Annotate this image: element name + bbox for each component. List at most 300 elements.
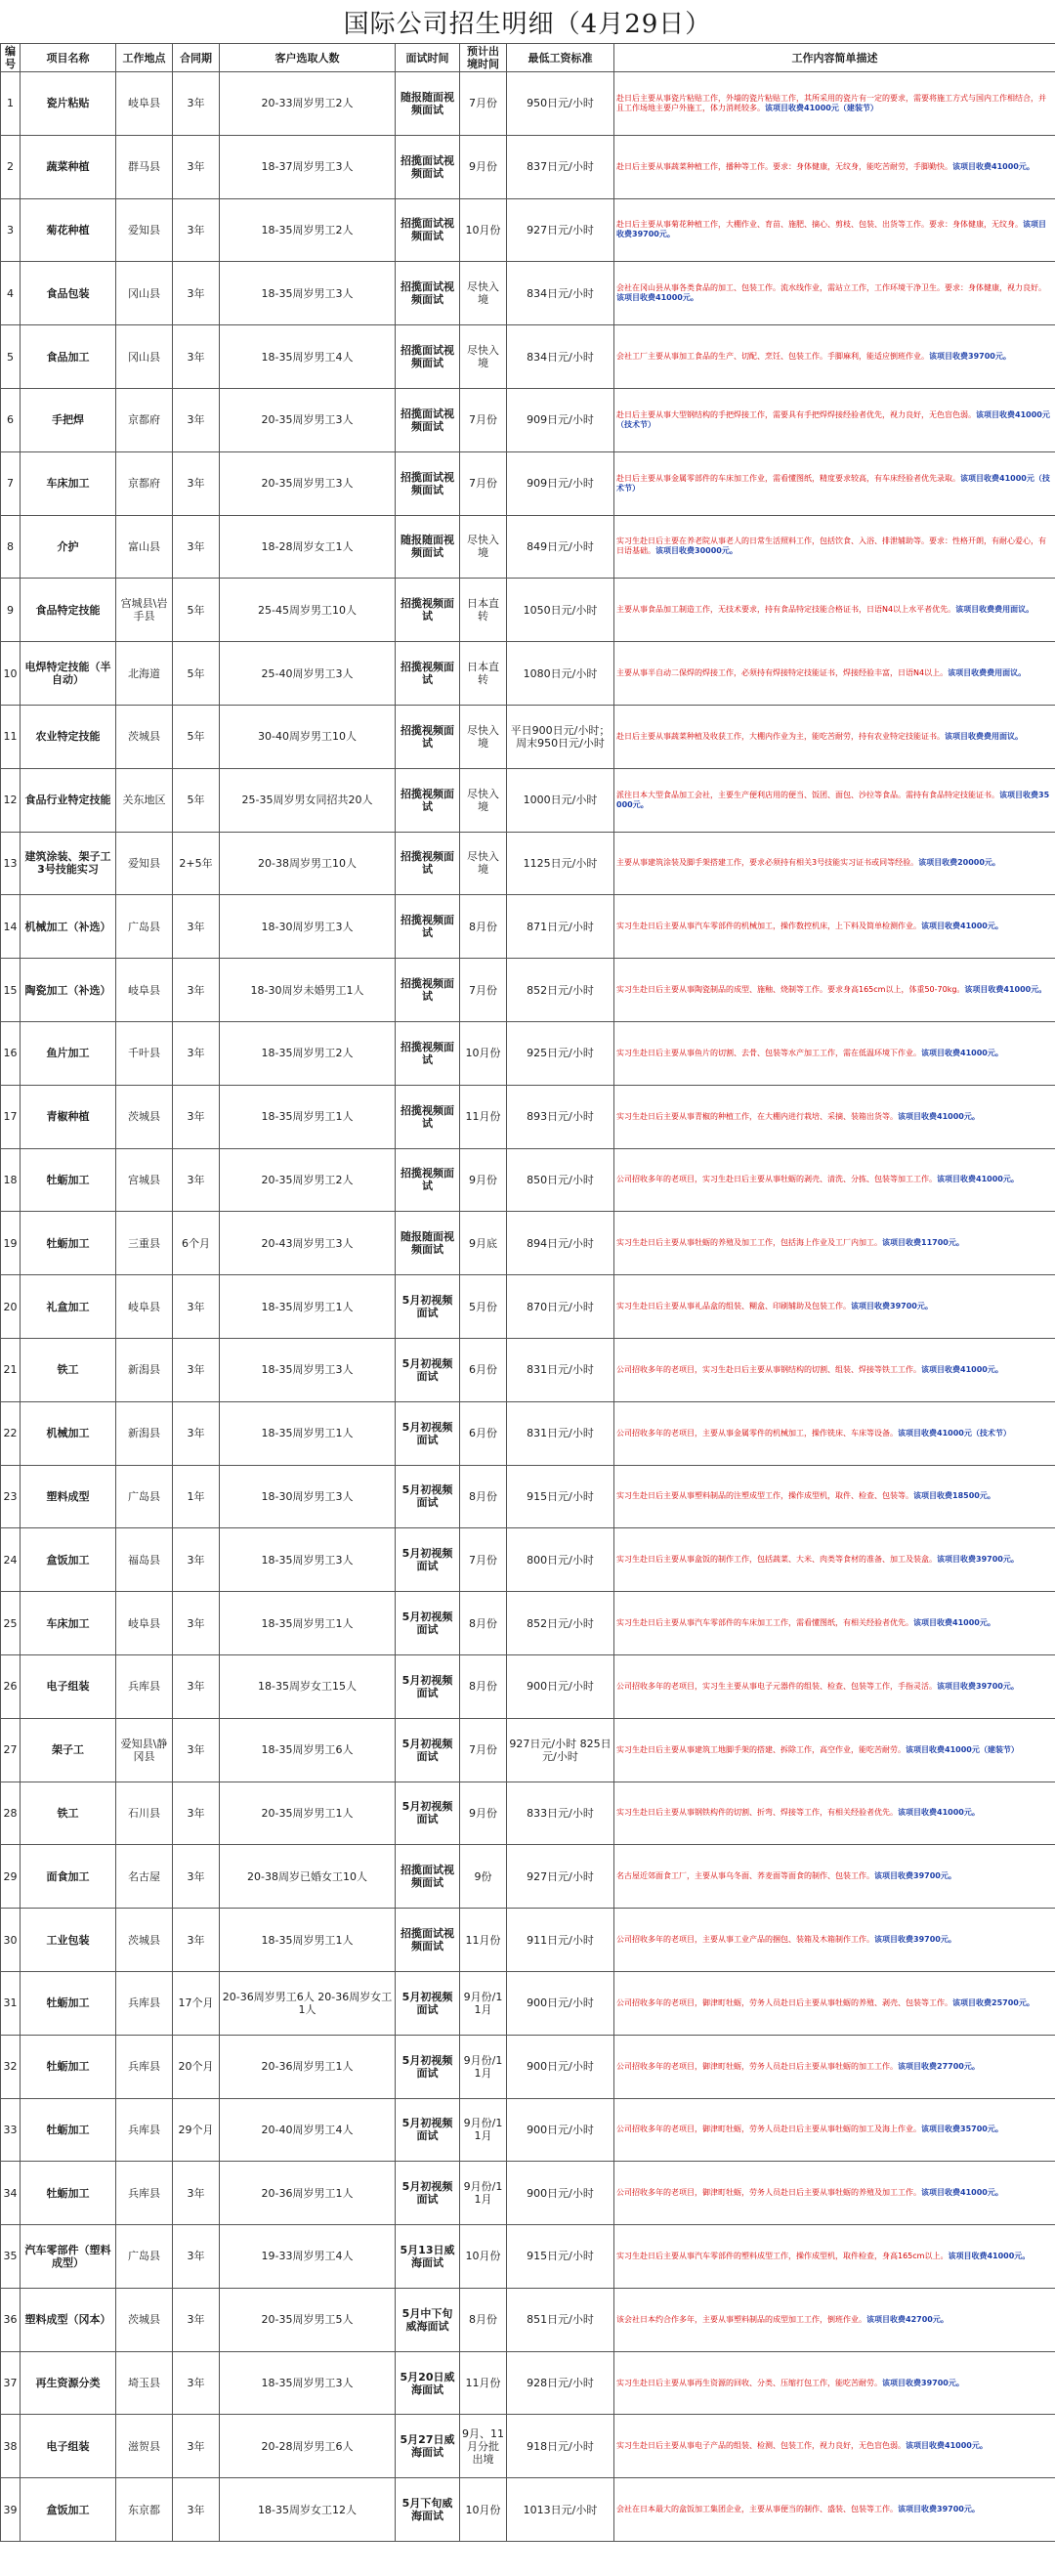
cell-term: 3年	[173, 325, 220, 389]
cell-no: 21	[1, 1338, 21, 1401]
cell-people: 30-40周岁男工10人	[220, 705, 396, 768]
cell-people: 25-35周岁男女同招共20人	[220, 768, 396, 832]
cell-location: 名古屋	[116, 1845, 173, 1909]
cell-no: 22	[1, 1401, 21, 1465]
cell-wage: 900日元/小时	[507, 2098, 614, 2162]
cell-departure: 8月份	[460, 2288, 507, 2351]
cell-no: 13	[1, 832, 21, 895]
cell-people: 19-33周岁男工4人	[220, 2225, 396, 2289]
table-row	[1, 2098, 1055, 2162]
cell-term: 3年	[173, 1782, 220, 1845]
table-row	[1, 2478, 1055, 2542]
fee-text: 该项目收费25700元。	[952, 1997, 1034, 2007]
cell-term: 3年	[173, 1401, 220, 1465]
cell-term: 3年	[173, 198, 220, 262]
cell-project-name: 鱼片加工	[21, 1021, 116, 1085]
table-row	[1, 1021, 1055, 1085]
table-row	[1, 705, 1055, 768]
cell-people: 18-35周岁男工3人	[220, 1338, 396, 1401]
cell-departure: 6月份	[460, 1338, 507, 1401]
cell-departure: 6月份	[460, 1401, 507, 1465]
cell-wage: 800日元/小时	[507, 1528, 614, 1592]
cell-people: 18-35周岁男工3人	[220, 262, 396, 325]
cell-no: 18	[1, 1148, 21, 1212]
table-row	[1, 2225, 1055, 2289]
cell-interview: 5月初视频面试	[396, 1275, 460, 1339]
cell-project-name: 再生资源分类	[21, 2351, 116, 2415]
cell-departure: 9月份	[460, 135, 507, 198]
fee-text: 该项目收费42700元。	[866, 2314, 949, 2324]
header-people: 客户选取人数	[220, 44, 396, 72]
cell-description	[614, 135, 1055, 198]
description-text: 会社在冈山县从事各类食品的加工、包装工作。流水线作业，需站立工作，工作环境干净卫生。要求：身体健康，视力良好。	[616, 283, 1046, 293]
cell-wage: 900日元/小时	[507, 2162, 614, 2225]
description-text: 主要从事建筑涂装及脚手架搭建工作，要求必须持有相关3号技能实习证书或同等经验。	[616, 858, 919, 868]
cell-people: 18-35周岁男工2人	[220, 198, 396, 262]
description-text: 实习生赴日后主要从事牡蛎的养殖及加工工作，包括海上作业及工厂内加工。	[616, 1238, 882, 1248]
cell-term: 3年	[173, 135, 220, 198]
cell-people: 20-28周岁男工6人	[220, 2415, 396, 2478]
cell-interview: 5月初视频面试	[396, 1401, 460, 1465]
cell-location: 爱知县	[116, 832, 173, 895]
cell-project-name: 介护	[21, 515, 116, 579]
cell-location: 千叶县	[116, 1021, 173, 1085]
cell-interview: 5月初视频面试	[396, 1782, 460, 1845]
description-text: 公司招收多年的老项目，主要从事工业产品的捆包、装箱及木箱制作工作。	[616, 1935, 874, 1944]
cell-term: 29个月	[173, 2098, 220, 2162]
table-row	[1, 325, 1055, 389]
description-text: 实习生赴日后主要从事钢铁构件的切割、折弯、焊接等工作，有相关经验者优先。	[616, 1808, 898, 1818]
cell-people: 18-35周岁男工1人	[220, 1909, 396, 1972]
cell-interview: 招揽面试视频面试	[396, 451, 460, 515]
cell-project-name: 工业包装	[21, 1909, 116, 1972]
table-row	[1, 1212, 1055, 1275]
cell-wage: 950日元/小时	[507, 72, 614, 136]
cell-location: 福岛县	[116, 1528, 173, 1592]
cell-interview: 招揽面试视频面试	[396, 262, 460, 325]
cell-departure: 尽快入境	[460, 325, 507, 389]
cell-description	[614, 705, 1055, 768]
cell-location: 群马县	[116, 135, 173, 198]
fee-text: 该项目收费35700元。	[921, 2125, 1003, 2134]
cell-no: 1	[1, 72, 21, 136]
cell-description	[614, 2351, 1055, 2415]
cell-term: 3年	[173, 1148, 220, 1212]
cell-description	[614, 1085, 1055, 1148]
cell-departure: 5月份	[460, 1275, 507, 1339]
cell-term: 5年	[173, 705, 220, 768]
cell-description	[614, 1718, 1055, 1782]
cell-description	[614, 1465, 1055, 1528]
cell-people: 18-35周岁男工3人	[220, 2351, 396, 2415]
cell-departure: 7月份	[460, 388, 507, 451]
fee-text: 该项目收费41000元（建装节）	[906, 1744, 1019, 1754]
table-row	[1, 2415, 1055, 2478]
cell-description	[614, 515, 1055, 579]
cell-interview: 招揽视频面试	[396, 959, 460, 1022]
cell-project-name: 电子组装	[21, 1654, 116, 1718]
description-text: 实习生赴日后主要在养老院从事老人的日常生活照料工作，包括饮食、入浴、排泄辅助等。要求：性格开朗，有耐心爱心，有日语基础。	[616, 537, 1046, 556]
cell-term: 2+5年	[173, 832, 220, 895]
cell-project-name: 车床加工	[21, 1592, 116, 1655]
fee-text: 该项目收费41000元。	[921, 922, 1003, 931]
cell-people: 18-35周岁男工4人	[220, 325, 396, 389]
table-row	[1, 1654, 1055, 1718]
cell-departure: 8月份	[460, 895, 507, 959]
cell-departure: 7月份	[460, 451, 507, 515]
cell-wage: 900日元/小时	[507, 1654, 614, 1718]
cell-description	[614, 2415, 1055, 2478]
cell-interview: 招揽视频面试	[396, 895, 460, 959]
cell-people: 18-35周岁男工2人	[220, 1021, 396, 1085]
cell-wage: 915日元/小时	[507, 2225, 614, 2289]
cell-no: 19	[1, 1212, 21, 1275]
table-row	[1, 1845, 1055, 1909]
cell-interview: 5月初视频面试	[396, 1971, 460, 2035]
table-row	[1, 1275, 1055, 1339]
cell-location: 兵库县	[116, 2035, 173, 2098]
cell-term: 3年	[173, 1718, 220, 1782]
cell-people: 18-35周岁男工1人	[220, 1275, 396, 1339]
cell-departure: 尽快入境	[460, 705, 507, 768]
cell-term: 1年	[173, 1465, 220, 1528]
cell-people: 20-36周岁男工6人 20-36周岁女工1人	[220, 1971, 396, 2035]
description-text: 会社工厂主要从事加工食品的生产、切配、烹饪、包装工作。手脚麻利，能适应倒班作业。	[616, 352, 929, 362]
fee-text: 该项目收费费用面议。	[955, 605, 1034, 615]
fee-text: 该项目收费30000元。	[655, 546, 738, 556]
cell-description	[614, 262, 1055, 325]
header-project: 项目名称	[21, 44, 116, 72]
cell-departure: 10月份	[460, 198, 507, 262]
cell-wage: 909日元/小时	[507, 451, 614, 515]
cell-description	[614, 2288, 1055, 2351]
table-row	[1, 579, 1055, 642]
cell-term: 3年	[173, 1275, 220, 1339]
cell-wage: 1050日元/小时	[507, 579, 614, 642]
cell-wage: 831日元/小时	[507, 1338, 614, 1401]
table-row	[1, 1148, 1055, 1212]
cell-people: 18-35周岁男工1人	[220, 1085, 396, 1148]
cell-wage: 834日元/小时	[507, 325, 614, 389]
fee-text: 该项目收费39700元。	[929, 352, 1011, 362]
cell-wage: 909日元/小时	[507, 388, 614, 451]
cell-no: 26	[1, 1654, 21, 1718]
cell-location: 新潟县	[116, 1338, 173, 1401]
cell-no: 9	[1, 579, 21, 642]
description-text: 赴日后主要从事蔬菜种植及收获工作，大棚内作业为主，能吃苦耐劳，持有农业特定技能证书。	[616, 731, 945, 741]
fee-text: 该项目收费11700元。	[882, 1238, 964, 1248]
cell-description	[614, 2162, 1055, 2225]
cell-description	[614, 1401, 1055, 1465]
cell-wage: 870日元/小时	[507, 1275, 614, 1339]
cell-people: 20-36周岁男工1人	[220, 2035, 396, 2098]
cell-description	[614, 1654, 1055, 1718]
cell-departure: 日本直转	[460, 579, 507, 642]
cell-no: 23	[1, 1465, 21, 1528]
cell-project-name: 电焊特定技能（半自动）	[21, 642, 116, 706]
cell-people: 18-35周岁女工12人	[220, 2478, 396, 2542]
cell-no: 34	[1, 2162, 21, 2225]
cell-no: 12	[1, 768, 21, 832]
cell-no: 38	[1, 2415, 21, 2478]
cell-people: 20-35周岁男工2人	[220, 1148, 396, 1212]
cell-people: 20-35周岁男工1人	[220, 1782, 396, 1845]
cell-term: 3年	[173, 1338, 220, 1401]
cell-interview: 招揽面试视频面试	[396, 388, 460, 451]
cell-project-name: 食品特定技能	[21, 579, 116, 642]
description-text: 实习生赴日后主要从事汽车零部件的机械加工，操作数控机床，上下料及简单检测作业。	[616, 922, 921, 931]
fee-text: 该项目收费41000元（技术节）	[616, 409, 1050, 429]
cell-term: 3年	[173, 1085, 220, 1148]
cell-project-name: 青椒种植	[21, 1085, 116, 1148]
cell-no: 36	[1, 2288, 21, 2351]
fee-text: 该项目收费39700元。	[898, 2505, 980, 2514]
cell-people: 20-40周岁男工4人	[220, 2098, 396, 2162]
cell-description	[614, 198, 1055, 262]
cell-description	[614, 579, 1055, 642]
cell-project-name: 机械加工	[21, 1401, 116, 1465]
cell-project-name: 架子工	[21, 1718, 116, 1782]
cell-departure: 9份	[460, 1845, 507, 1909]
cell-description	[614, 1212, 1055, 1275]
description-text: 赴日后主要从事金属零部件的车床加工作业，需看懂图纸，精度要求较高，有车床经验者优先录取。	[616, 473, 960, 483]
cell-project-name: 农业特定技能	[21, 705, 116, 768]
table-row	[1, 388, 1055, 451]
cell-description	[614, 388, 1055, 451]
table-row	[1, 1528, 1055, 1592]
cell-description	[614, 768, 1055, 832]
cell-term: 3年	[173, 2415, 220, 2478]
cell-location: 茨城县	[116, 2288, 173, 2351]
fee-text: 该项目收费39700元。	[937, 1681, 1019, 1691]
fee-text: 该项目收费39700元。	[937, 1555, 1019, 1565]
cell-interview: 5月20日威海面试	[396, 2351, 460, 2415]
table-row	[1, 2035, 1055, 2098]
cell-project-name: 盒饭加工	[21, 2478, 116, 2542]
cell-departure: 8月份	[460, 1465, 507, 1528]
cell-departure: 9月份	[460, 1148, 507, 1212]
description-text: 赴日后主要从事菊花种植工作，大棚作业、育苗、施肥、摘心、剪枝、包装、出货等工作。要求：身体健康，无纹身。	[616, 220, 1023, 230]
fee-text: 该项目收费41000元（技术节）	[616, 473, 1050, 493]
cell-term: 3年	[173, 1909, 220, 1972]
cell-description	[614, 2478, 1055, 2542]
cell-no: 20	[1, 1275, 21, 1339]
description-text: 实习生赴日后主要从事再生资源的回收、分类、压缩打包工作，能吃苦耐劳。	[616, 2378, 882, 2387]
description-text: 公司招收多年的老项目，实习生赴日后主要从事牡蛎的剥壳、清洗、分拣、包装等加工工作。	[616, 1175, 937, 1184]
cell-description	[614, 1971, 1055, 2035]
cell-interview: 随报随面视频面试	[396, 1212, 460, 1275]
cell-people: 18-35周岁男工3人	[220, 1528, 396, 1592]
cell-location: 京都府	[116, 451, 173, 515]
fee-text: 该项目收费20000元。	[918, 858, 1000, 868]
cell-term: 5年	[173, 579, 220, 642]
cell-departure: 尽快入境	[460, 515, 507, 579]
table-row	[1, 1085, 1055, 1148]
cell-no: 7	[1, 451, 21, 515]
cell-location: 岐阜县	[116, 1592, 173, 1655]
description-text: 实习生赴日后主要从事塑料制品的注塑成型工作，操作成型机，取件、检查、包装等。	[616, 1491, 913, 1501]
description-text: 实习生赴日后主要从事青椒的种植工作，在大棚内进行栽培、采摘、装箱出货等。	[616, 1111, 898, 1121]
cell-term: 6个月	[173, 1212, 220, 1275]
cell-departure: 7月份	[460, 1528, 507, 1592]
cell-no: 31	[1, 1971, 21, 2035]
cell-location: 岐阜县	[116, 72, 173, 136]
cell-interview: 5月初视频面试	[396, 1528, 460, 1592]
cell-wage: 852日元/小时	[507, 959, 614, 1022]
cell-no: 37	[1, 2351, 21, 2415]
cell-term: 3年	[173, 388, 220, 451]
cell-term: 3年	[173, 515, 220, 579]
table-row	[1, 832, 1055, 895]
cell-departure: 7月份	[460, 72, 507, 136]
cell-location: 冈山县	[116, 325, 173, 389]
cell-description	[614, 451, 1055, 515]
cell-term: 3年	[173, 2351, 220, 2415]
cell-project-name: 瓷片粘贴	[21, 72, 116, 136]
cell-departure: 8月份	[460, 1654, 507, 1718]
cell-description	[614, 1845, 1055, 1909]
fee-text: 该项目收费41000元。	[952, 161, 1034, 171]
table-row	[1, 1971, 1055, 2035]
cell-wage: 928日元/小时	[507, 2351, 614, 2415]
cell-departure: 尽快入境	[460, 262, 507, 325]
cell-interview: 随报随面视频面试	[396, 72, 460, 136]
cell-term: 5年	[173, 642, 220, 706]
cell-people: 18-30周岁未婚男工1人	[220, 959, 396, 1022]
cell-people: 20-35周岁男工3人	[220, 388, 396, 451]
cell-no: 8	[1, 515, 21, 579]
description-text: 赴日后主要从事大型钢结构的手把焊接工作，需要具有手把焊焊接经验者优先，视力良好，无色盲色弱。	[616, 409, 976, 419]
table-row	[1, 262, 1055, 325]
fee-text: 该项目收费35000元。	[616, 790, 1050, 809]
fee-text: 该项目收费41000元。	[964, 985, 1047, 995]
cell-departure: 10月份	[460, 2478, 507, 2542]
description-text: 会社在日本最大的盒饭加工集团企业，主要从事便当的制作、盛装、包装等工作。	[616, 2505, 898, 2514]
cell-term: 3年	[173, 2162, 220, 2225]
cell-interview: 5月初视频面试	[396, 1654, 460, 1718]
cell-wage: 927日元/小时	[507, 1845, 614, 1909]
description-text: 名古屋近郊面食工厂，主要从事乌冬面、荞麦面等面食的制作、包装工作。	[616, 1871, 874, 1881]
cell-interview: 招揽面试视频面试	[396, 325, 460, 389]
description-text: 公司招收多年的老项目，主要从事金属零件的机械加工，操作铣床、车床等设备。	[616, 1428, 898, 1438]
cell-no: 14	[1, 895, 21, 959]
cell-wage: 1125日元/小时	[507, 832, 614, 895]
cell-people: 20-38周岁男工10人	[220, 832, 396, 895]
cell-location: 兵库县	[116, 1654, 173, 1718]
cell-description	[614, 1528, 1055, 1592]
cell-interview: 5月27日威海面试	[396, 2415, 460, 2478]
cell-project-name: 陶瓷加工（补选）	[21, 959, 116, 1022]
cell-departure: 11月份	[460, 1909, 507, 1972]
cell-departure: 10月份	[460, 1021, 507, 1085]
cell-interview: 随报随面视频面试	[396, 515, 460, 579]
cell-departure: 11月份	[460, 2351, 507, 2415]
description-text: 实习生赴日后主要从事陶瓷制品的成型、施釉、烧制等工作。要求身高165cm以上，体重50-70kg。	[616, 985, 965, 995]
cell-wage: 1013日元/小时	[507, 2478, 614, 2542]
cell-no: 16	[1, 1021, 21, 1085]
fee-text: 该项目收费费用面议。	[945, 731, 1023, 741]
cell-interview: 招揽视频面试	[396, 768, 460, 832]
cell-people: 20-43周岁男工3人	[220, 1212, 396, 1275]
cell-no: 15	[1, 959, 21, 1022]
cell-project-name: 礼盒加工	[21, 1275, 116, 1339]
cell-project-name: 牡蛎加工	[21, 1212, 116, 1275]
fee-text: 该项目收费39700元。	[874, 1935, 956, 1944]
table-row	[1, 2162, 1055, 2225]
cell-project-name: 车床加工	[21, 451, 116, 515]
cell-people: 20-33周岁男工2人	[220, 72, 396, 136]
cell-no: 29	[1, 1845, 21, 1909]
cell-people: 20-38周岁已婚女工10人	[220, 1845, 396, 1909]
cell-no: 5	[1, 325, 21, 389]
cell-term: 5年	[173, 768, 220, 832]
cell-project-name: 塑料成型（冈本）	[21, 2288, 116, 2351]
cell-location: 岐阜县	[116, 959, 173, 1022]
cell-no: 25	[1, 1592, 21, 1655]
cell-location: 兵库县	[116, 1971, 173, 2035]
cell-location: 广岛县	[116, 1465, 173, 1528]
cell-no: 33	[1, 2098, 21, 2162]
cell-people: 18-35周岁男工1人	[220, 1592, 396, 1655]
cell-departure: 9月份/11月	[460, 1971, 507, 2035]
cell-location: 兵库县	[116, 2162, 173, 2225]
description-text: 实习生赴日后主要从事鱼片的切割、去骨、包装等水产加工工作，需在低温环境下作业。	[616, 1048, 921, 1057]
cell-description	[614, 959, 1055, 1022]
cell-no: 32	[1, 2035, 21, 2098]
cell-interview: 5月下旬威海面试	[396, 2478, 460, 2542]
cell-location: 宫城县	[116, 1148, 173, 1212]
cell-location: 广岛县	[116, 895, 173, 959]
cell-departure: 8月份	[460, 1592, 507, 1655]
cell-project-name: 机械加工（补选）	[21, 895, 116, 959]
description-text: 该会社日本约合作多年，主要从事塑料制品的成型加工工作，倒班作业。	[616, 2314, 866, 2324]
cell-project-name: 牡蛎加工	[21, 2035, 116, 2098]
description-text: 实习生赴日后主要从事电子产品的组装、检测、包装工作，视力良好，无色盲色弱。	[616, 2441, 906, 2451]
table-row	[1, 198, 1055, 262]
description-text: 实习生赴日后主要从事盒饭的制作工作，包括蔬菜、大米、肉类等食材的准备、加工及装盒。	[616, 1555, 937, 1565]
cell-location: 兵库县	[116, 2098, 173, 2162]
cell-description	[614, 1275, 1055, 1339]
cell-interview: 招揽视频面试	[396, 1148, 460, 1212]
description-text: 实习生赴日后主要从事建筑工地脚手架的搭建、拆除工作，高空作业，能吃苦耐劳。	[616, 1744, 906, 1754]
table-row	[1, 515, 1055, 579]
header-wage: 最低工资标准	[507, 44, 614, 72]
cell-description	[614, 1592, 1055, 1655]
cell-interview: 招揽面试视频面试	[396, 135, 460, 198]
cell-wage: 900日元/小时	[507, 2035, 614, 2098]
cell-description	[614, 2035, 1055, 2098]
cell-departure: 7月份	[460, 1718, 507, 1782]
cell-project-name: 面食加工	[21, 1845, 116, 1909]
cell-term: 3年	[173, 1654, 220, 1718]
cell-term: 3年	[173, 2225, 220, 2289]
description-text: 主要从事食品加工制造工作，无技术要求，持有食品特定技能合格证书，日语N4以上水平者优先。	[616, 605, 956, 615]
cell-no: 30	[1, 1909, 21, 1972]
table-row	[1, 642, 1055, 706]
cell-interview: 招揽视频面试	[396, 1021, 460, 1085]
cell-interview: 招揽视频面试	[396, 705, 460, 768]
cell-no: 35	[1, 2225, 21, 2289]
header-interview: 面试时间	[396, 44, 460, 72]
cell-people: 18-35周岁男工1人	[220, 1401, 396, 1465]
cell-term: 3年	[173, 451, 220, 515]
cell-wage: 850日元/小时	[507, 1148, 614, 1212]
cell-location: 茨城县	[116, 1085, 173, 1148]
cell-wage: 893日元/小时	[507, 1085, 614, 1148]
cell-location: 滋贺县	[116, 2415, 173, 2478]
fee-text: 该项目收费41000元。	[906, 2441, 988, 2451]
table-header-row	[1, 44, 1055, 72]
